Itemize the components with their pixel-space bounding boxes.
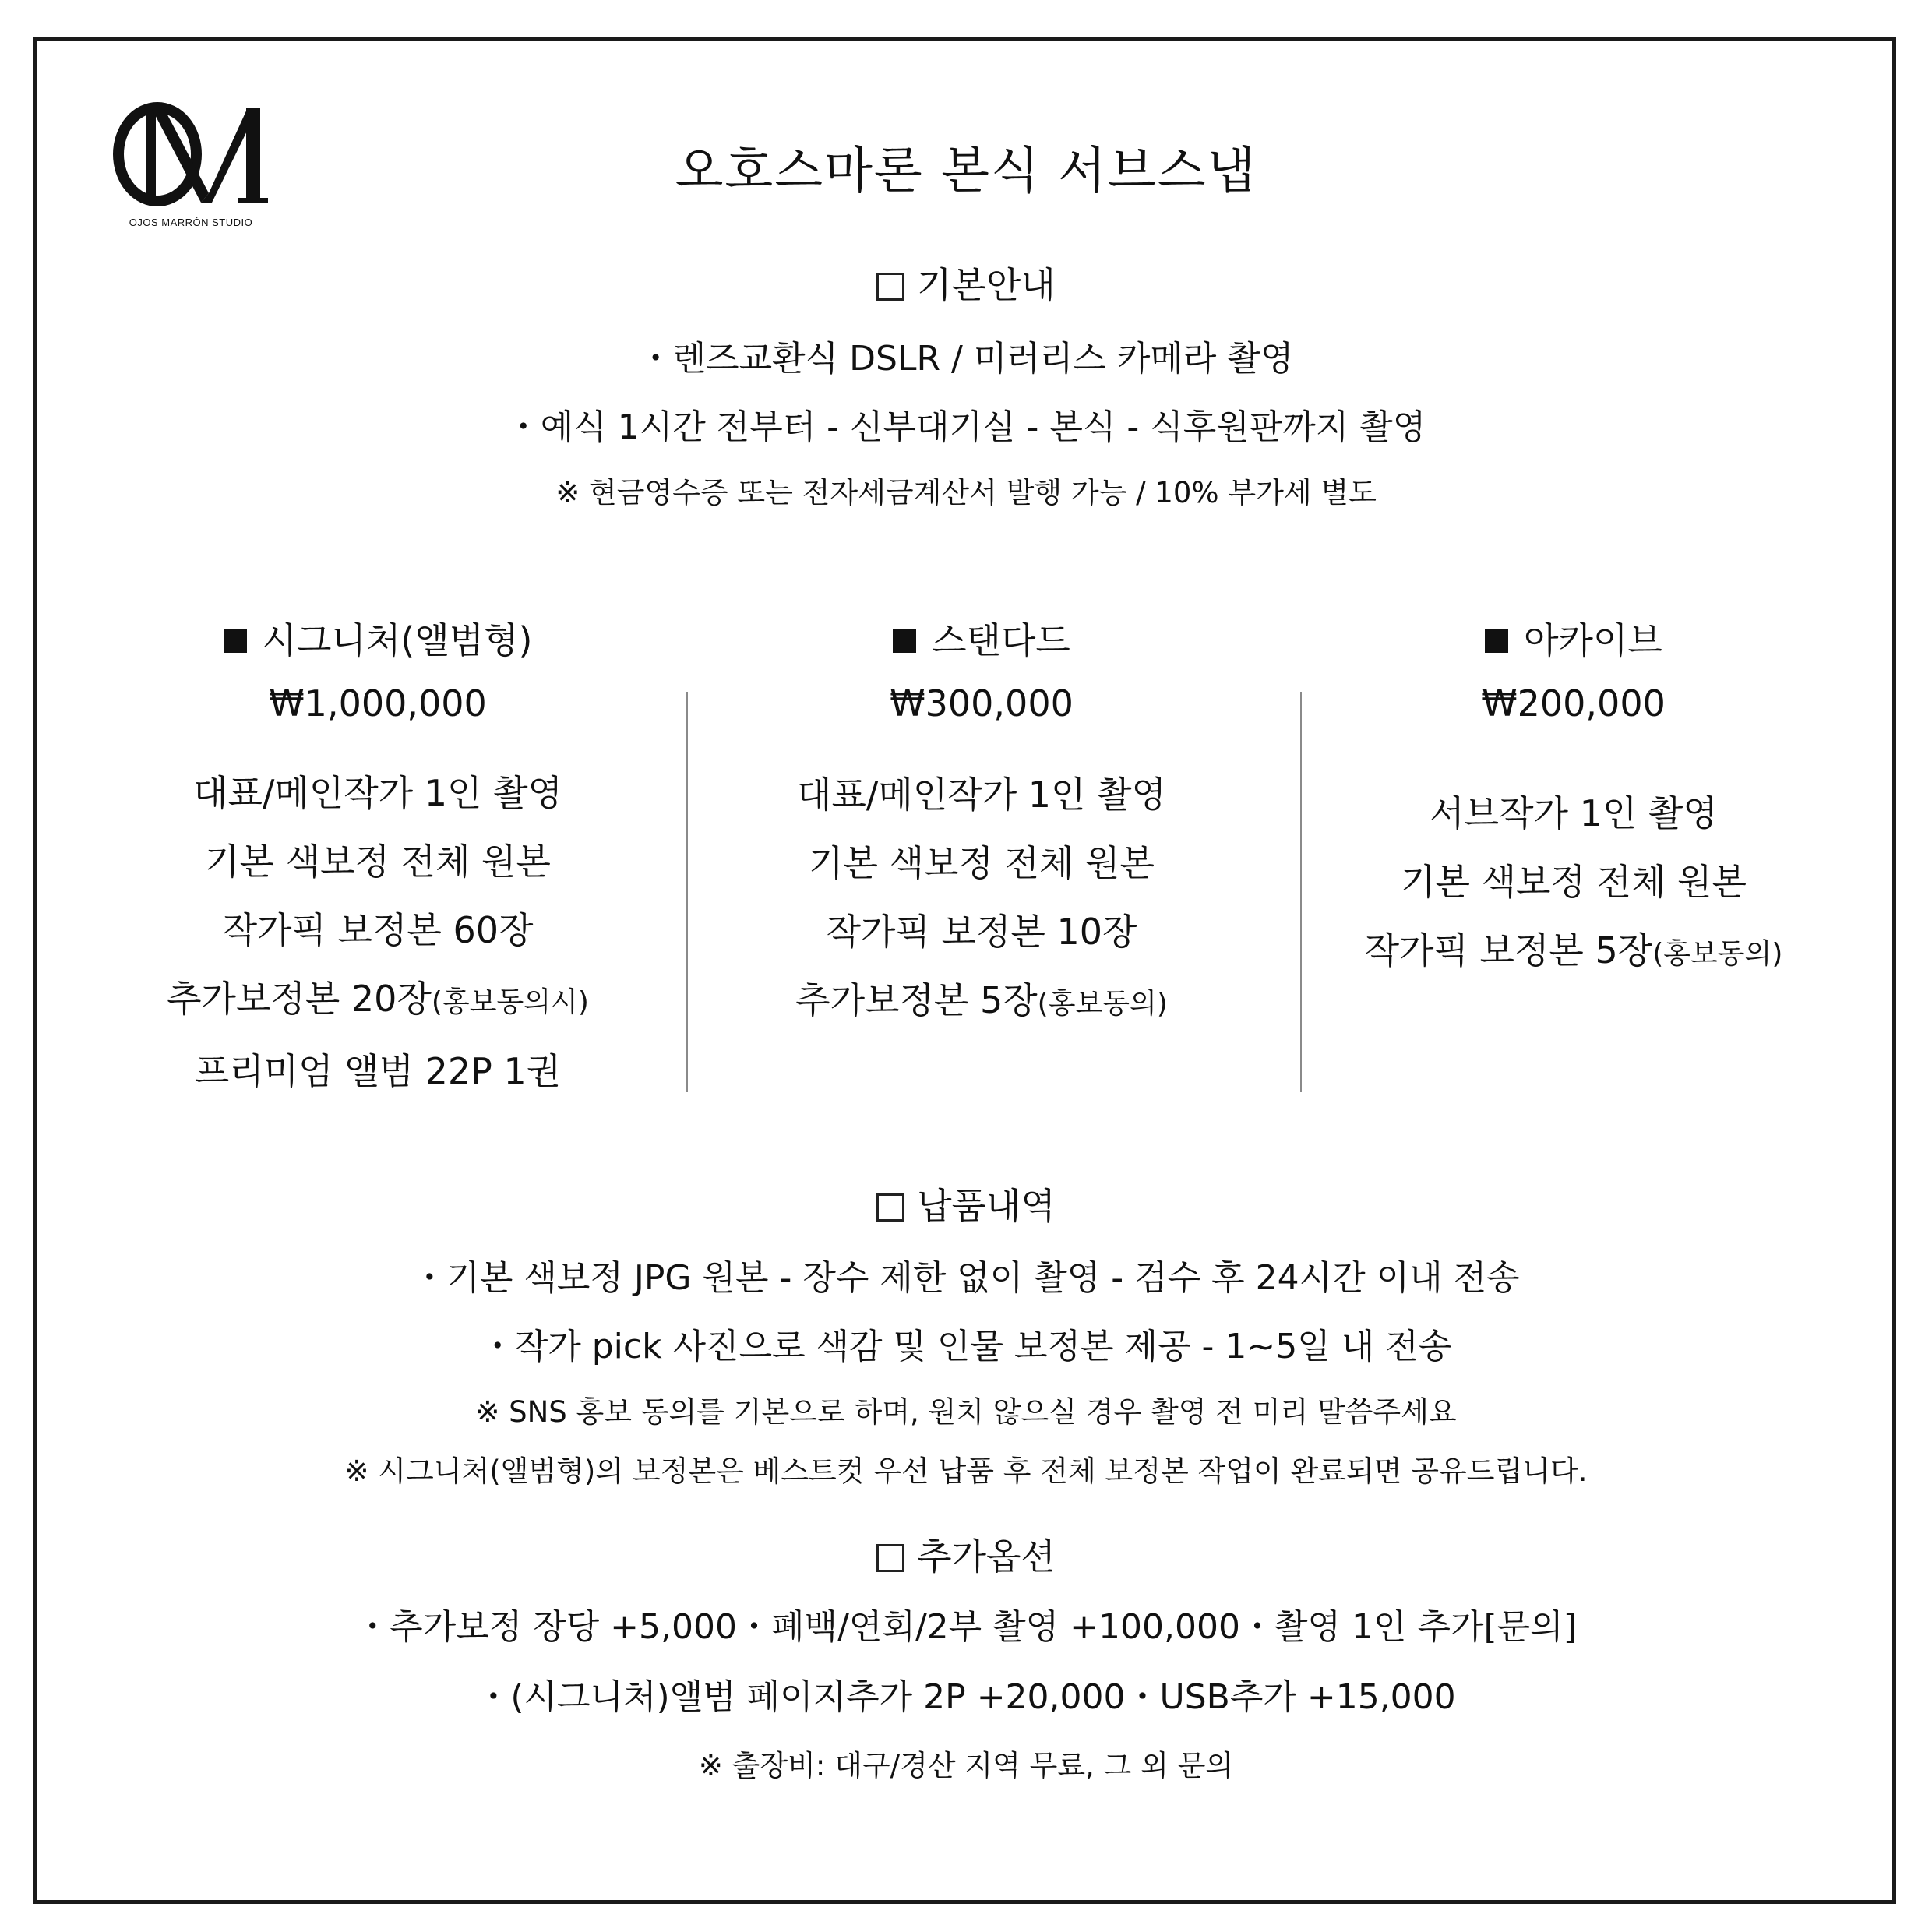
delivery-line: ・기본 색보정 JPG 원본 - 장수 제한 없이 촬영 - 검수 후 24시간 이내 전송 xyxy=(412,1258,1520,1298)
package-price: ₩1,000,000 xyxy=(269,682,487,724)
options-heading: 추가옵션 xyxy=(0,1528,1932,1580)
package-name: 시그니처(앨범형) xyxy=(82,612,674,664)
package-name: 스탠다드 xyxy=(686,612,1278,664)
page-title: 오호스마론 본식 서브스냅 xyxy=(675,143,1257,200)
checkbox-outline-icon xyxy=(876,1544,904,1572)
package-feature: 기본 색보정 전체 원본 xyxy=(809,842,1155,884)
basic-info-line: ・렌즈교환식 DSLR / 미러리스 카메라 촬영 xyxy=(638,339,1294,379)
delivery-note: ※ 시그니처(앨범형)의 보정본은 베스트컷 우선 납품 후 전체 보정본 작업이 완료되면 공유드립니다. xyxy=(344,1454,1588,1488)
filled-square-icon xyxy=(893,629,916,653)
basic-info-note: ※ 현금영수증 또는 전자세금계산서 발행 가능 / 10% 부가세 별도 xyxy=(555,476,1377,509)
delivery-heading: 납품내역 xyxy=(0,1178,1932,1229)
package-feature: 작가픽 보정본 5장(홍보동의) xyxy=(1364,929,1783,971)
package-feature: 작가픽 보정본 60장 xyxy=(222,909,534,951)
package-feature: 추가보정본 20장(홍보동의시) xyxy=(167,978,589,1020)
package-feature: 대표/메인작가 1인 촬영 xyxy=(797,774,1166,816)
package-feature: 작가픽 보정본 10장 xyxy=(826,911,1137,953)
package-price: ₩300,000 xyxy=(890,682,1074,724)
brand-caption: OJOS MARRÓN STUDIO xyxy=(129,217,253,228)
options-line: ・추가보정 장당 +5,000・폐백/연회/2부 촬영 +100,000・촬영 1인 추가[문의] xyxy=(355,1607,1577,1647)
filled-square-icon xyxy=(1485,629,1508,653)
package-feature: 대표/메인작가 1인 촬영 xyxy=(193,772,562,814)
checkbox-outline-icon xyxy=(876,1193,904,1222)
package-signature xyxy=(82,612,674,1105)
package-archive xyxy=(1278,612,1870,989)
delivery-note: ※ SNS 홍보 동의를 기본으로 하며, 원치 않으실 경우 촬영 전 미리 말씀주세요 xyxy=(475,1395,1457,1429)
package-feature: 기본 색보정 전체 원본 xyxy=(205,841,551,883)
package-feature: 기본 색보정 전체 원본 xyxy=(1401,861,1747,903)
basic-info-line: ・예식 1시간 전부터 - 신부대기실 - 본식 - 식후원판까지 촬영 xyxy=(506,407,1426,447)
options-line: ・(시그니처)앨범 페이지추가 2P +20,000・USB추가 +15,000 xyxy=(476,1677,1456,1717)
package-price: ₩200,000 xyxy=(1482,682,1666,724)
delivery-line: ・작가 pick 사진으로 색감 및 인물 보정본 제공 - 1~5일 내 전송 xyxy=(480,1327,1452,1366)
package-standard xyxy=(686,612,1278,1038)
package-feature: 추가보정본 5장(홍보동의) xyxy=(795,979,1168,1021)
checkbox-outline-icon xyxy=(876,273,904,301)
basic-info-heading: 기본안내 xyxy=(0,257,1932,308)
package-feature: 서브작가 1인 촬영 xyxy=(1430,792,1718,834)
options-note: ※ 출장비: 대구/경산 지역 무료, 그 외 문의 xyxy=(698,1749,1234,1782)
package-feature: 프리미엄 앨범 22P 1권 xyxy=(194,1050,562,1092)
filled-square-icon xyxy=(224,629,247,653)
package-name: 아카이브 xyxy=(1278,612,1870,664)
